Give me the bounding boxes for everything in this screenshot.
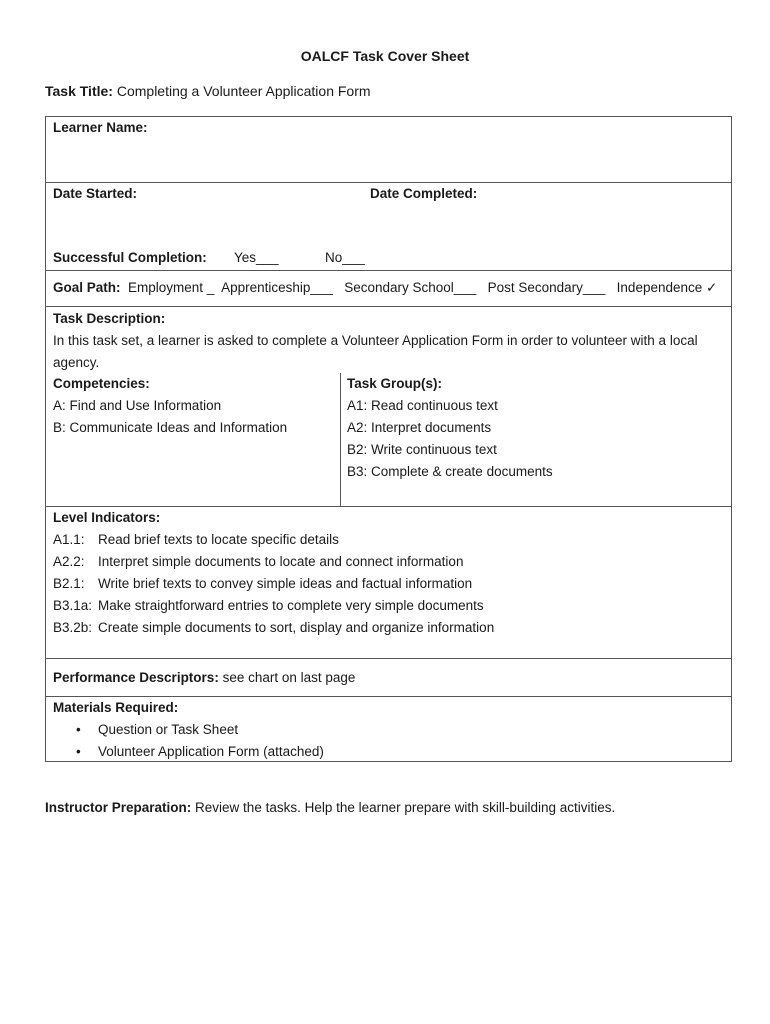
date-started-label: Date Started: [53,186,138,201]
goal-option: Employment _ [128,280,215,295]
instructor-preparation [45,800,615,815]
task-title-line [45,83,371,99]
goal-option: Post Secondary___ [487,280,606,295]
learner-name-section [46,117,731,183]
goal-option: Apprenticeship___ [221,280,333,295]
task-groups-label: Task Group(s): [347,376,443,391]
task-description-text: In this task set, a learner is asked to complete a Volunteer Application Form in order to volunteer with a local agency. [53,333,698,370]
material-item: Volunteer Application Form (attached) [98,744,324,759]
level-indicator-text: Make straightforward entries to complete very simple documents [98,598,484,613]
materials-label: Materials Required: [53,700,179,715]
materials-section [46,697,731,761]
competency-item: A: Find and Use Information [53,398,222,413]
task-group-item: A1: Read continuous text [347,398,498,413]
performance-descriptors-line [53,667,355,689]
level-indicator-code: B3.1a: [53,598,93,613]
goal-path-line [53,277,717,299]
material-item: Question or Task Sheet [98,722,239,737]
goal-option: Secondary School___ [344,280,477,295]
goal-option: Independence ✓ [616,280,718,295]
bullet-icon: • [76,744,81,759]
level-indicator-code: A1.1: [53,532,85,547]
page-title: OALCF Task Cover Sheet [300,48,470,64]
task-description-label: Task Description: [53,311,166,326]
level-indicator-code: B2.1: [53,576,85,591]
cover-sheet-form [45,116,732,762]
completion-yes: Yes___ [234,250,279,265]
goal-path-label: Goal Path: [53,280,121,295]
competencies-label: Competencies: [53,376,150,391]
date-completed-label: Date Completed: [370,186,478,201]
dates-section [46,183,731,271]
task-group-item: B3: Complete & create documents [347,464,553,479]
performance-descriptors-label: Performance Descriptors: [53,670,219,685]
goal-path-section [46,271,731,307]
task-group-item: B2: Write continuous text [347,442,497,457]
task-title-label: Task Title: [45,83,113,99]
level-indicators-section [46,507,731,659]
level-indicator-text: Interpret simple documents to locate and connect information [98,554,464,569]
task-group-item: A2: Interpret documents [347,420,492,435]
bullet-icon: • [76,722,81,737]
column-divider [340,373,341,506]
task-description-section [46,307,731,373]
completion-no: No___ [325,250,365,265]
instructor-preparation-label: Instructor Preparation: [45,800,192,815]
level-indicator-text: Create simple documents to sort, display and organize information [98,620,495,635]
competency-item: B: Communicate Ideas and Information [53,420,288,435]
level-indicator-text: Read brief texts to locate specific details [98,532,339,547]
level-indicators-label: Level Indicators: [53,510,161,525]
level-indicator-text: Write brief texts to convey simple ideas and factual information [98,576,473,591]
task-title-value: Completing a Volunteer Application Form [116,83,371,99]
successful-completion-label: Successful Completion: [53,250,207,265]
performance-descriptors-section [46,659,731,697]
instructor-preparation-text: Review the tasks. Help the learner prepare with skill-building activities. [195,800,616,815]
learner-name-label: Learner Name: [53,120,148,135]
performance-descriptors-text: see chart on last page [222,670,356,685]
competencies-section [46,373,731,507]
level-indicator-code: B3.2b: [53,620,93,635]
level-indicator-code: A2.2: [53,554,85,569]
